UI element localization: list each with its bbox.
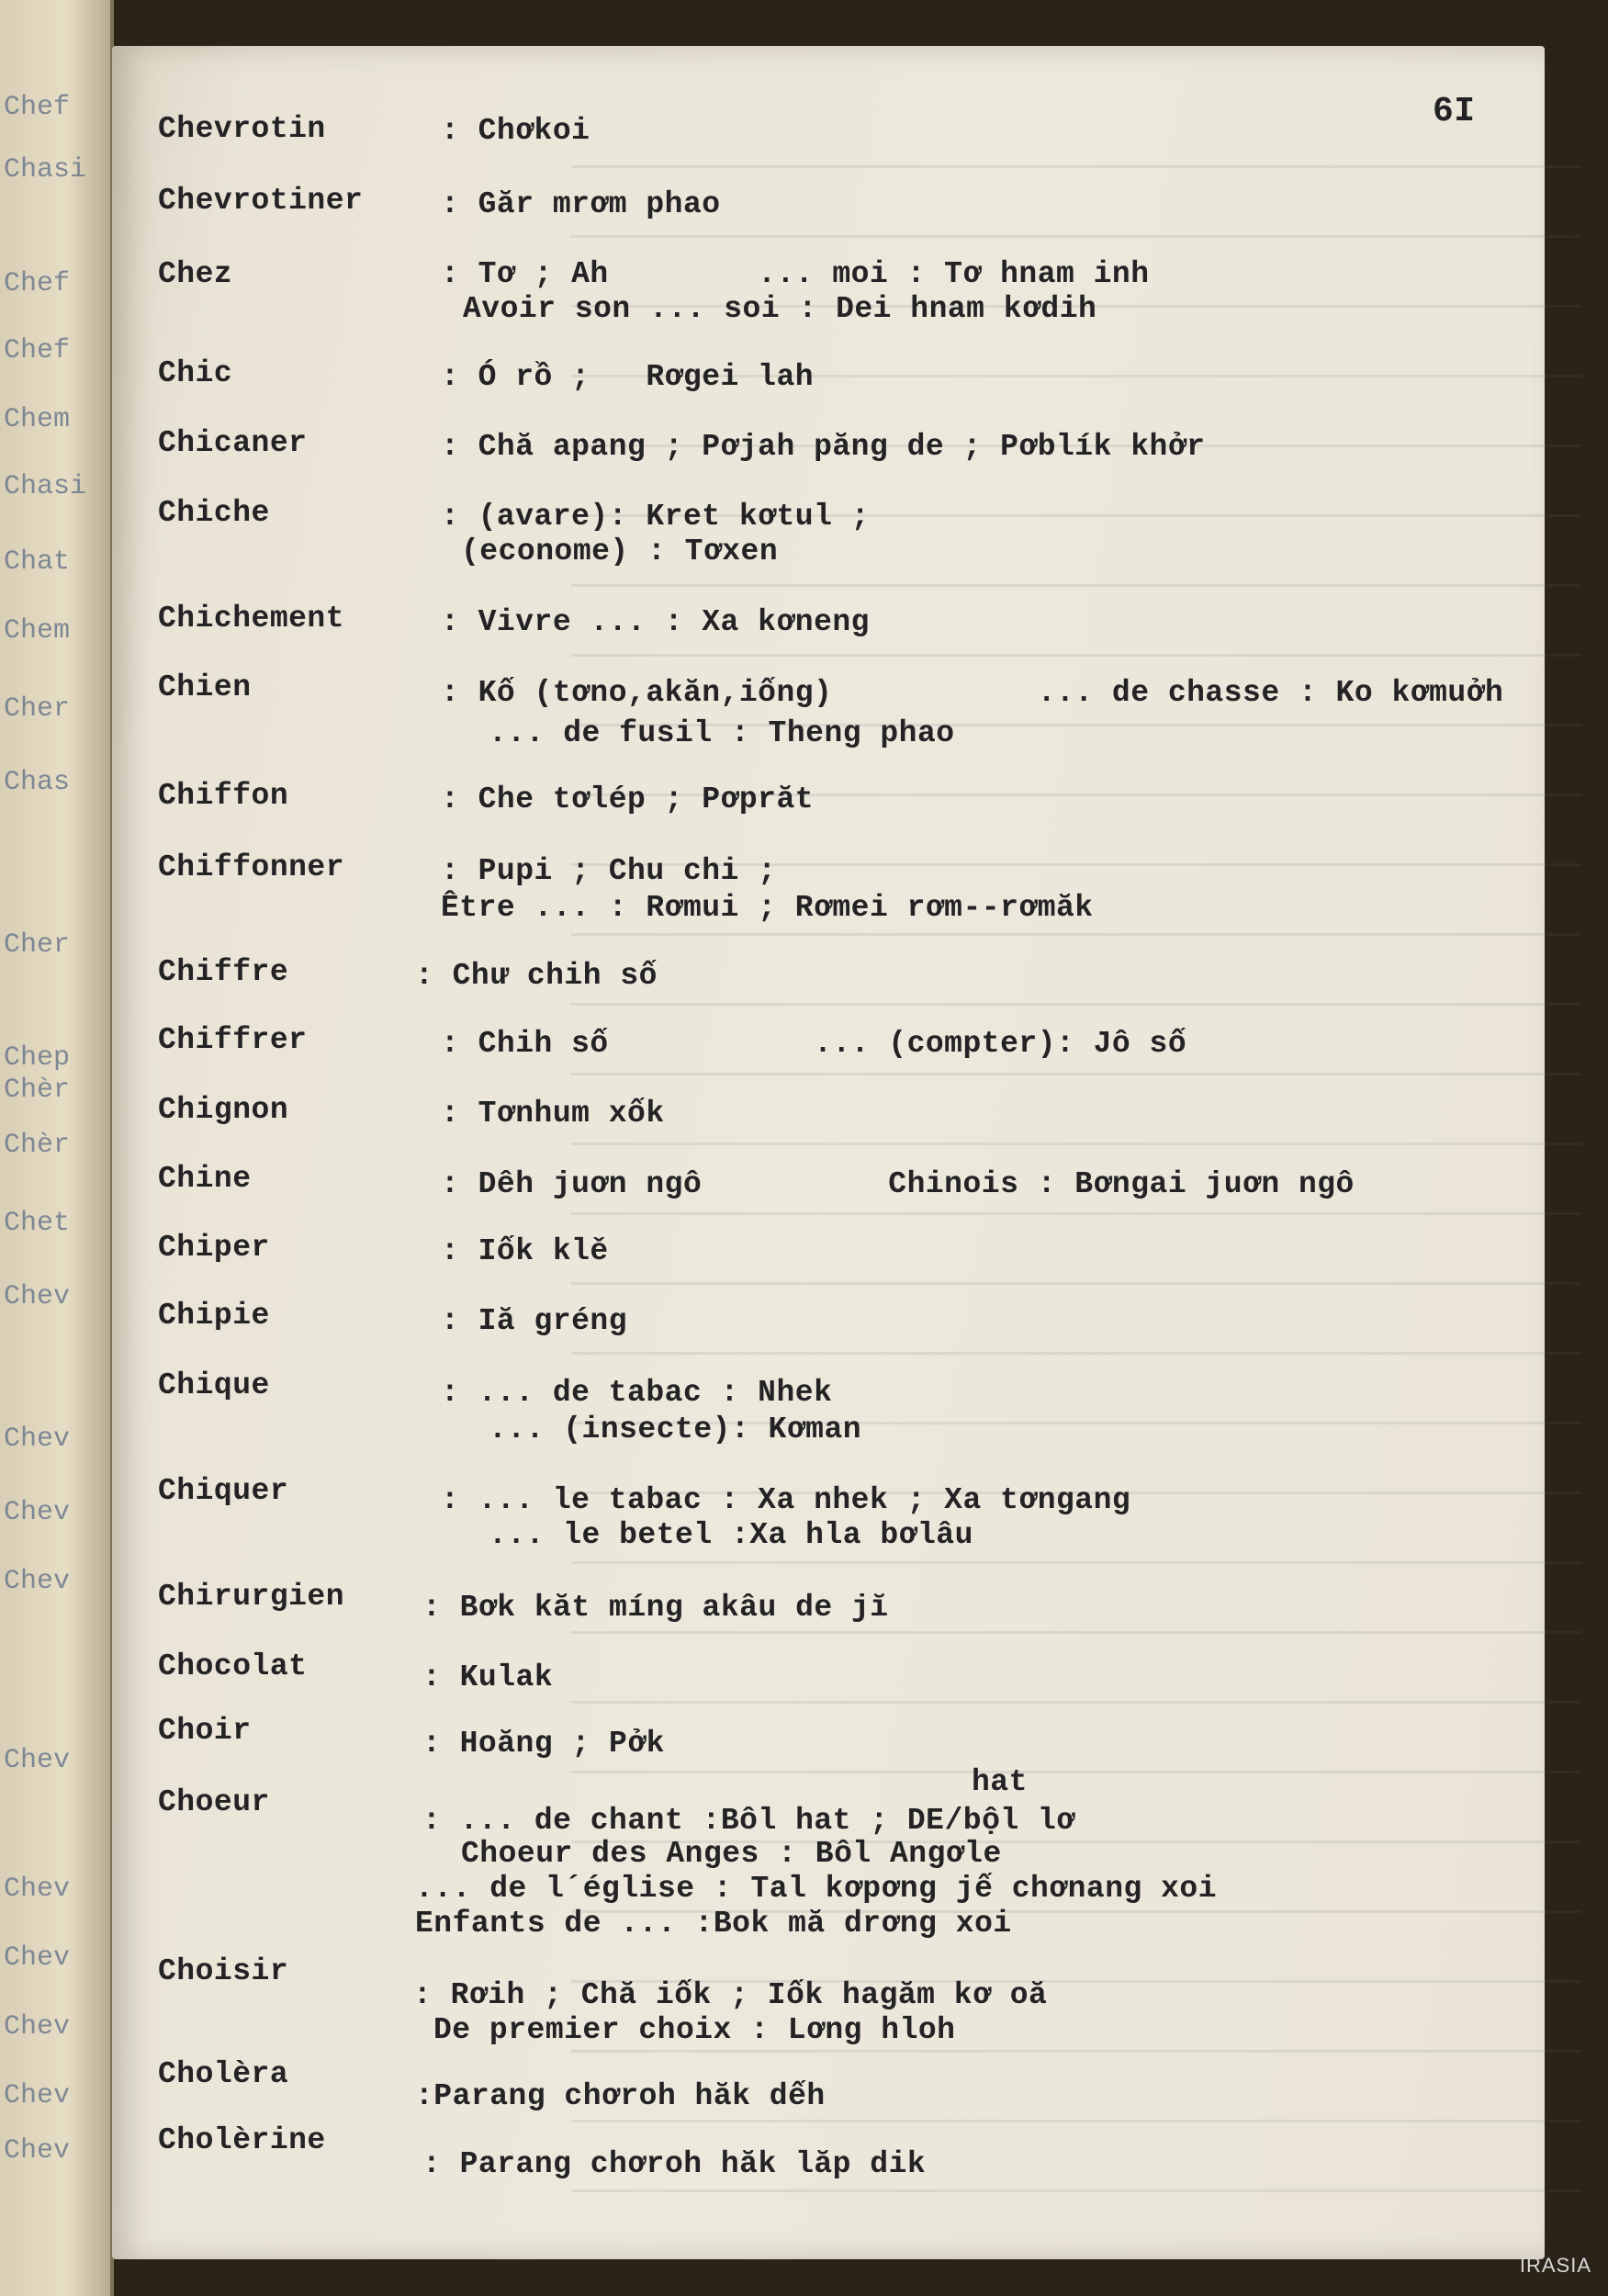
left-page-fragment: Chev <box>4 1424 71 1455</box>
entry-definition-line: : ... le tabac : Xa nhek ; Xa tơngang <box>441 1483 1131 1517</box>
left-page-fragment: Chev <box>4 1566 71 1597</box>
entry-definition-line: (econome) : Tơxen <box>461 535 779 568</box>
entry-definition-line: : ... de tabac : Nhek <box>441 1376 833 1410</box>
left-page-fragment: Chem <box>4 615 71 647</box>
entry-headword: Chipie <box>158 1299 270 1333</box>
entry-definition-line: Choeur des Anges : Bôl Angơle <box>461 1837 1002 1871</box>
left-page-fragment: Chev <box>4 1942 71 1974</box>
entry-headword: Chevrotin <box>158 112 326 146</box>
entry-headword: Chiffre <box>158 955 289 989</box>
left-page-fragment: Chev <box>4 2011 71 2043</box>
entry-definition-line: : Dêh juơn ngô Chinois : Bơngai juơn ngô <box>441 1167 1355 1201</box>
entry-headword: Chirurgien <box>158 1580 345 1614</box>
left-page-fragment: Chèr <box>4 1130 71 1161</box>
entry-headword: Chique <box>158 1368 270 1402</box>
entry-headword: Chignon <box>158 1093 289 1127</box>
left-page-fragment: Chev <box>4 2135 71 2167</box>
entry-definition-line: : Chư chih số <box>415 959 658 993</box>
entry-definition-line: : Parang chơroh hăk lăp dik <box>422 2147 927 2181</box>
entry-definition-line: : Tơnhum xốk <box>441 1097 665 1131</box>
entry-headword: Chien <box>158 670 252 704</box>
entry-definition-line: : Bơk kăt míng akâu de jĭ <box>422 1591 889 1625</box>
entry-definition-line: hat <box>972 1765 1028 1799</box>
entry-definition-line: Être ... : Rơmui ; Rơmei rơm--rơmăk <box>441 891 1094 925</box>
entry-definition-line: : Chă apang ; Pơjah păng de ; Pơblík khởr <box>441 430 1206 464</box>
archive-watermark: IRASIA <box>1519 2254 1591 2277</box>
entry-definition-line: ... le betel :Xa hla bơlâu <box>489 1518 973 1552</box>
entry-definition-line: : Ó rồ ; Rơgei lah <box>441 360 815 394</box>
entry-headword: Cholèrine <box>158 2123 326 2157</box>
left-facing-page-edge <box>0 0 114 2296</box>
left-page-fragment: Chev <box>4 1497 71 1528</box>
entry-definition-line: : Che tơlép ; Pơprăt <box>441 782 815 816</box>
left-page-fragment: Chat <box>4 546 71 578</box>
entry-definition-line: : Chih số ... (compter): Jô số <box>441 1027 1187 1061</box>
entry-definition-line: ... de l´église : Tal kơpơng jế chơnang xoi <box>415 1872 1218 1906</box>
entry-definition-line: : (avare): Kret kơtul ; <box>441 500 870 534</box>
entry-definition-line: : Kố (tơno,akăn,iống) ... de chasse : Ko kơmuởh <box>441 676 1504 710</box>
entry-definition-line: : Iă gréng <box>441 1304 628 1338</box>
entry-definition-line: De premier choix : Lơng hloh <box>433 2013 956 2047</box>
entry-headword: Chocolat <box>158 1649 308 1683</box>
entry-headword: Chiquer <box>158 1474 289 1508</box>
entry-headword: Choeur <box>158 1785 270 1819</box>
entry-headword: Choisir <box>158 1954 289 1988</box>
entry-headword: Chiper <box>158 1231 270 1265</box>
entry-definition-line: : Rơih ; Chă iốk ; Iốk hagăm kơ oă <box>413 1978 1048 2012</box>
entry-headword: Choir <box>158 1714 252 1748</box>
left-page-fragment: Chef <box>4 92 71 123</box>
entry-headword: Chevrotiner <box>158 184 364 218</box>
entry-headword: Chiffon <box>158 779 289 813</box>
entry-headword: Cholèra <box>158 2057 289 2091</box>
entry-definition-line: ... de fusil : Theng phao <box>489 716 955 750</box>
left-page-fragment: Chasi <box>4 471 87 502</box>
entry-headword: Chichement <box>158 602 345 636</box>
left-page-fragment: Chem <box>4 404 71 435</box>
left-page-fragment: Chev <box>4 2080 71 2111</box>
entry-definition-line: Avoir son ... soi : Dei hnam kơdih <box>463 292 1097 326</box>
left-page-fragment: Chef <box>4 268 71 299</box>
left-page-fragment: Chas <box>4 767 71 798</box>
entry-headword: Chic <box>158 356 233 390</box>
left-page-fragment: Chev <box>4 1281 71 1312</box>
left-page-fragment: Chef <box>4 335 71 366</box>
left-page-fragment: Cher <box>4 693 71 725</box>
entry-definition-line: : Hoăng ; Pởk <box>422 1727 665 1761</box>
left-page-fragment: Chasi <box>4 154 87 186</box>
left-page-fragment: Chep <box>4 1042 71 1074</box>
entry-headword: Chicaner <box>158 426 308 460</box>
left-page-fragment: Chev <box>4 1745 71 1776</box>
entry-definition-line: :Parang chơroh hăk dếh <box>415 2079 826 2113</box>
left-page-fragment: Cher <box>4 929 71 961</box>
entry-definition-line: : Pupi ; Chu chi ; <box>441 854 777 888</box>
entry-headword: Chiffrer <box>158 1023 308 1057</box>
page-number: 6I <box>1433 92 1476 131</box>
entry-definition-line: : Chơkoi <box>441 114 590 148</box>
entry-headword: Chine <box>158 1162 252 1196</box>
left-page-fragment: Chèr <box>4 1075 71 1106</box>
entry-definition-line: : Găr mrơm phao <box>441 187 721 221</box>
left-page-fragment: Chet <box>4 1208 71 1239</box>
entry-definition-line: : Tơ ; Ah ... moi : Tơ hnam inh <box>441 257 1150 291</box>
entry-definition-line: : Vivre ... : Xa kơneng <box>441 605 870 639</box>
entry-definition-line: Enfants de ... :Bok mă drơng xoi <box>415 1907 1012 1941</box>
entry-headword: Chez <box>158 257 233 291</box>
entry-headword: Chiche <box>158 496 270 530</box>
entry-definition-line: ... (insecte): Kơman <box>489 1412 862 1446</box>
entry-definition-line: : ... de chant :Bôl hat ; DE/bộl lơ <box>422 1804 1075 1838</box>
entry-definition-line: : Iốk klě <box>441 1234 609 1268</box>
left-page-fragment: Chev <box>4 1874 71 1905</box>
entry-definition-line: : Kulak <box>422 1660 554 1694</box>
entry-headword: Chiffonner <box>158 850 345 884</box>
